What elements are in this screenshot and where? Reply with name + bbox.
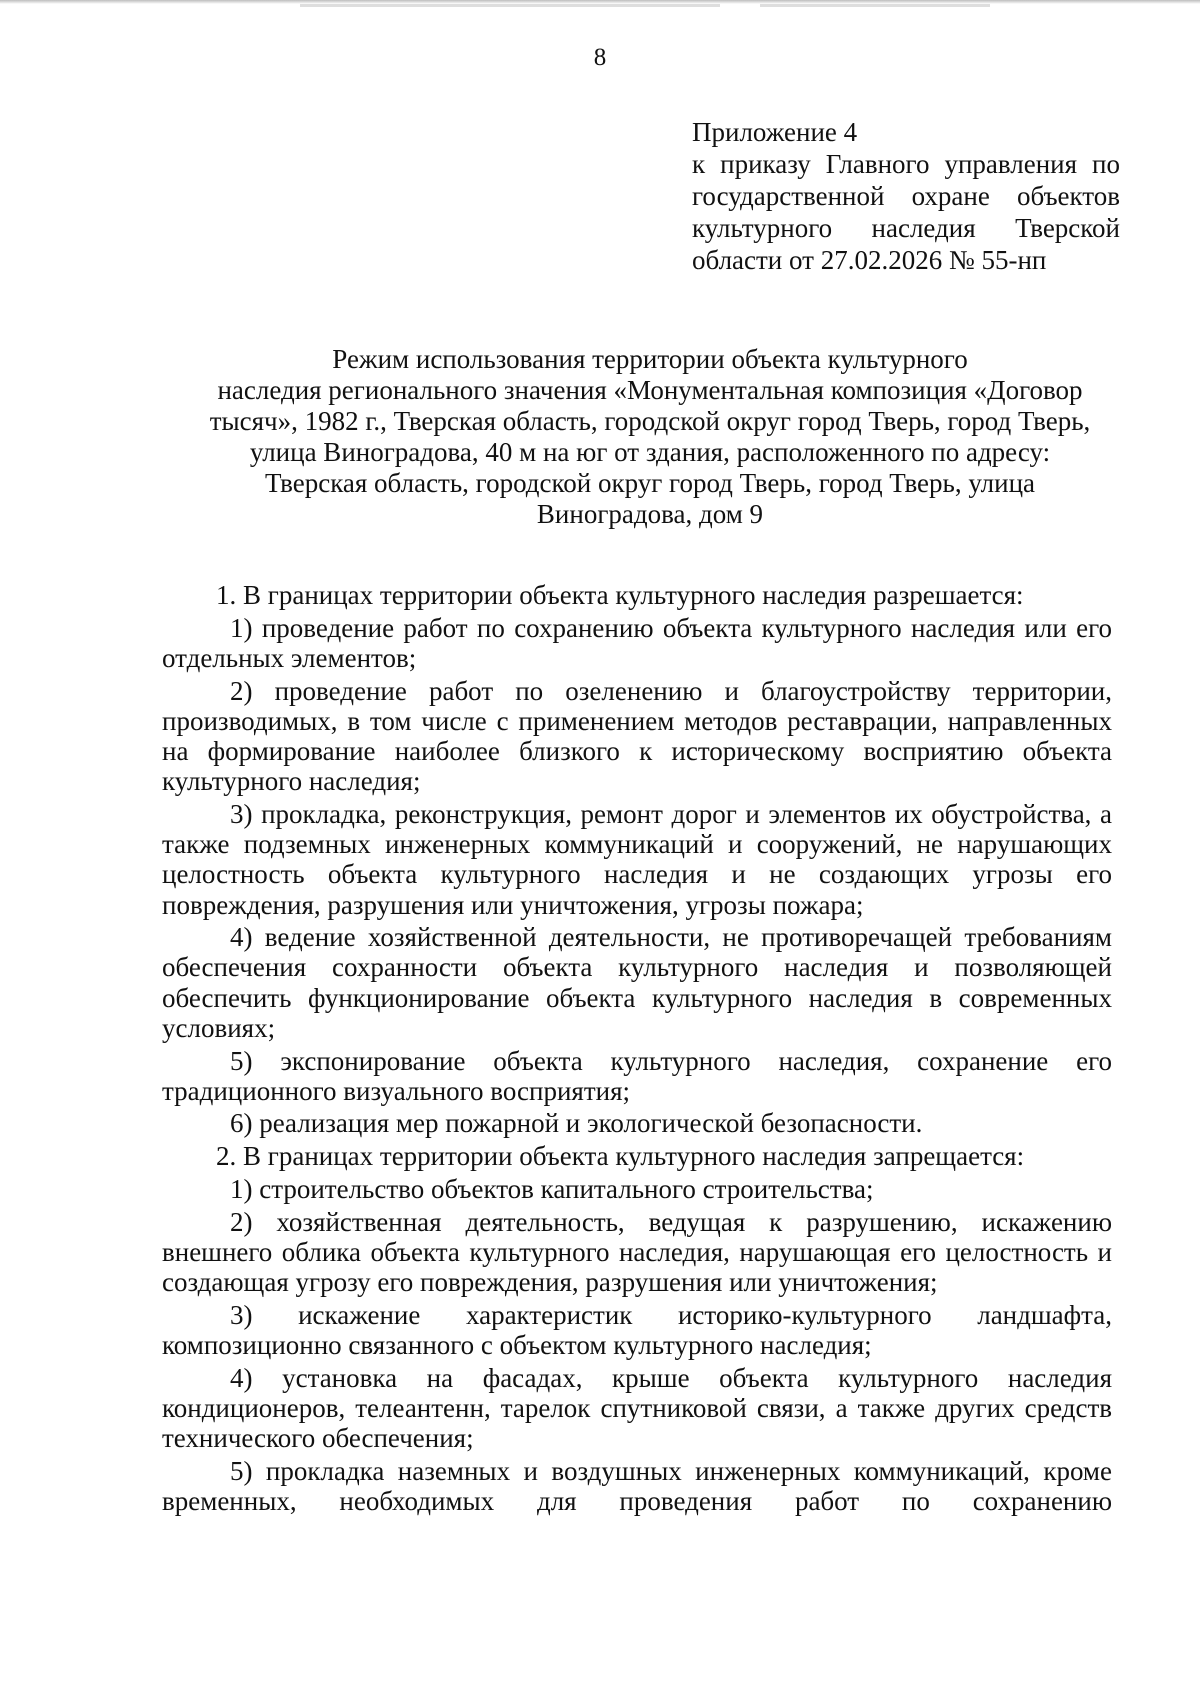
list-item: 2) проведение работ по озеленению и благоустройству территории, производимых, в том числе с применением методов реставрации, направленных на формирование наиболее близкого к историческому восприятию объекта культурного наследия; <box>162 675 1112 797</box>
list-item: 3) прокладка, реконструкция, ремонт дорог и элементов их обустройства, а также подземных инженерных коммуникаций и сооружений, не нарушающих целостность объекта культурного наследия и не создающих угрозы его повреждения, разрушения или уничтожения, угрозы пожара; <box>162 798 1112 920</box>
list-item: 1) строительство объектов капитального строительства; <box>230 1173 874 1204</box>
appendix-header <box>692 116 1120 276</box>
appendix-line: к приказу Главного управления по <box>692 149 1120 179</box>
list-item: 3) искажение характеристик историко-культурного ландшафта, композиционно связанного с объектом культурного наследия; <box>162 1299 1112 1360</box>
section-heading-prohibited: 2. В границах территории объекта культурного наследия запрещается: <box>216 1141 1025 1172</box>
appendix-line: области от 27.02.2026 № 55-нп <box>692 245 1047 275</box>
page-number: 8 <box>593 44 607 71</box>
document-body <box>162 580 1112 1519</box>
title-line: Виноградова, дом 9 <box>536 499 764 529</box>
appendix-line: государственной охране объектов <box>692 181 1120 211</box>
title-line: тысяч», 1982 г., Тверская область, городской округ город Тверь, город Тверь, <box>209 406 1091 436</box>
scan-noise <box>300 4 720 7</box>
appendix-line: культурного наследия Тверской <box>692 213 1120 243</box>
document-title <box>170 344 1130 530</box>
title-line: наследия регионального значения «Монументальная композиция «Договор <box>217 375 1083 405</box>
list-item: 5) экспонирование объекта культурного наследия, сохранение его традиционного визуального восприятия; <box>162 1045 1112 1106</box>
title-line: улица Виноградова, 40 м на юг от здания, расположенного по адресу: <box>249 437 1051 467</box>
title-line: Режим использования территории объекта культурного <box>332 344 968 374</box>
list-item: 6) реализация мер пожарной и экологической безопасности. <box>230 1108 923 1139</box>
list-item: 1) проведение работ по сохранению объекта культурного наследия или его отдельных элементов; <box>162 612 1112 673</box>
section-heading-permitted: 1. В границах территории объекта культурного наследия разрешается: <box>216 580 1024 610</box>
list-item: 4) ведение хозяйственной деятельности, не противоречащей требованиям обеспечения сохранности объекта культурного наследия и позволяющей обеспечить функционирование объекта культурного наследия в современных условиях; <box>162 922 1112 1043</box>
scan-noise <box>760 4 990 7</box>
list-item: 4) установка на фасадах, крыше объекта культурного наследия кондиционеров, телеантенн, тарелок спутниковой связи, а также других средств технического обеспечения; <box>162 1362 1112 1453</box>
list-item: 2) хозяйственная деятельность, ведущая к разрушению, искажению внешнего облика объекта культурного наследия, нарушающая его целостность и создающая угрозу его повреждения, разрушения или уничтожения; <box>162 1206 1112 1297</box>
appendix-line: Приложение 4 <box>692 117 858 147</box>
list-item: 5) прокладка наземных и воздушных инженерных коммуникаций, кроме временных, необходимых для проведения работ по сохранению <box>162 1455 1112 1516</box>
title-line: Тверская область, городской округ город Тверь, город Тверь, улица <box>264 468 1036 498</box>
